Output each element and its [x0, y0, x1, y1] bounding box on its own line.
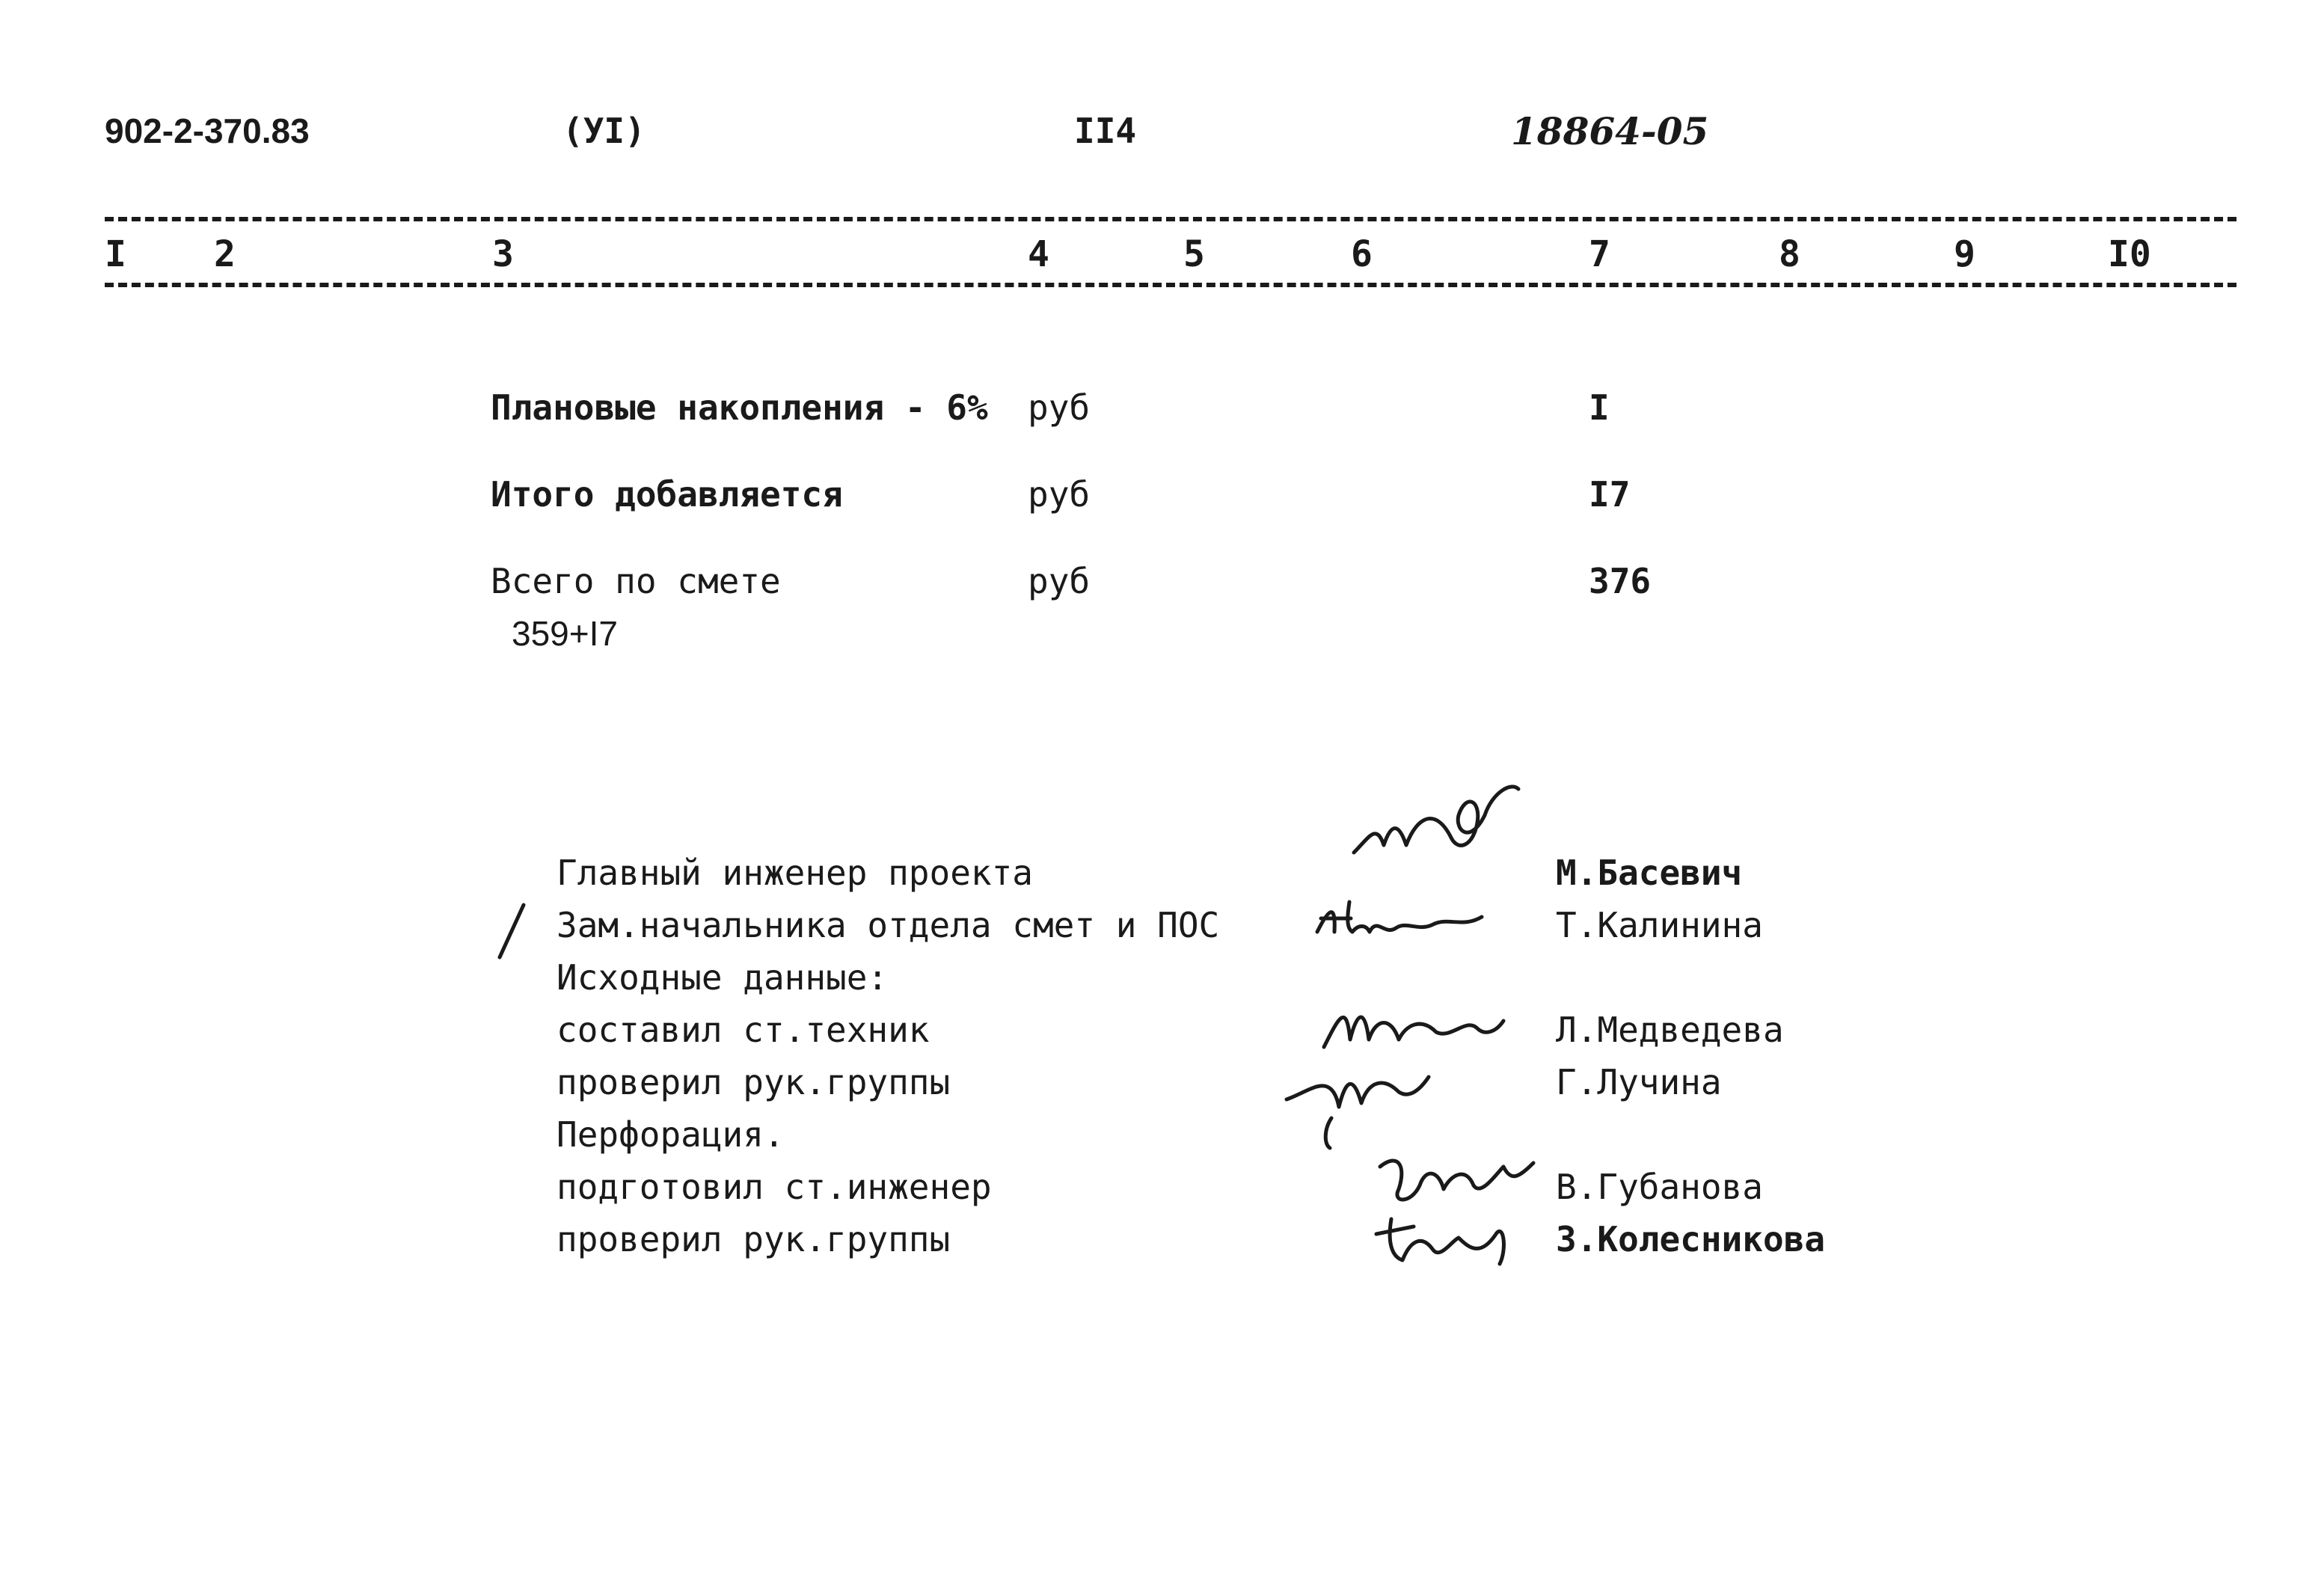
column-number: 2 [214, 233, 236, 275]
table-header-bottom-rule [105, 283, 2236, 287]
column-number: 9 [1954, 233, 1975, 275]
table-header-top-rule [105, 217, 2236, 221]
signature-role: составил ст.техник [557, 1010, 930, 1050]
signature-name: Л.Медведева [1556, 1010, 1784, 1050]
signature-role: Главный инженер проекта [557, 853, 1033, 893]
summary-note: 359+I7 [512, 614, 618, 653]
column-number: I [105, 233, 126, 275]
handwritten-signature [1369, 1144, 1541, 1212]
summary-label: Всего по смете [491, 561, 781, 601]
signature-role: подготовил ст.инженер [557, 1167, 992, 1207]
summary-unit: руб [1028, 561, 1091, 601]
column-number: 3 [492, 233, 514, 275]
summary-label: Плановые накопления - 6% [491, 387, 988, 428]
column-number: 6 [1351, 233, 1373, 275]
signature-role: Перфорация. [557, 1114, 785, 1155]
document-code: 902-2-370.83 [105, 111, 310, 150]
margin-slash-mark [494, 900, 531, 960]
signature-role: Зам.начальника отдела смет и ПОС [557, 905, 1220, 945]
summary-value: 376 [1589, 561, 1652, 601]
handwritten-archive-number: 18864-05 [1511, 109, 1709, 153]
section-number: (УI) [562, 111, 646, 151]
summary-label: Итого добавляется [491, 474, 843, 515]
summary-value: I7 [1589, 474, 1631, 515]
signature-name: В.Губанова [1556, 1167, 1763, 1207]
column-number: 7 [1589, 233, 1610, 275]
handwritten-signature [1279, 1047, 1444, 1152]
summary-unit: руб [1028, 387, 1091, 428]
handwritten-signature [1346, 770, 1526, 875]
signature-name: З.Колесникова [1556, 1219, 1826, 1259]
handwritten-signature [1369, 1204, 1518, 1271]
summary-unit: руб [1028, 474, 1091, 515]
signature-name: Г.Лучина [1556, 1062, 1722, 1102]
signature-name: Т.Калинина [1556, 905, 1763, 945]
summary-value: I [1589, 387, 1610, 428]
signature-name: М.Басевич [1556, 853, 1743, 893]
column-number: 5 [1183, 233, 1205, 275]
signature-role: Исходные данные: [557, 957, 889, 998]
column-number: 8 [1779, 233, 1800, 275]
column-number: 4 [1028, 233, 1049, 275]
page-number: II4 [1074, 111, 1137, 151]
handwritten-signature [1313, 894, 1493, 947]
column-number: I0 [2108, 233, 2151, 275]
signature-role: проверил рук.группы [557, 1062, 951, 1102]
signature-role: проверил рук.группы [557, 1219, 951, 1259]
